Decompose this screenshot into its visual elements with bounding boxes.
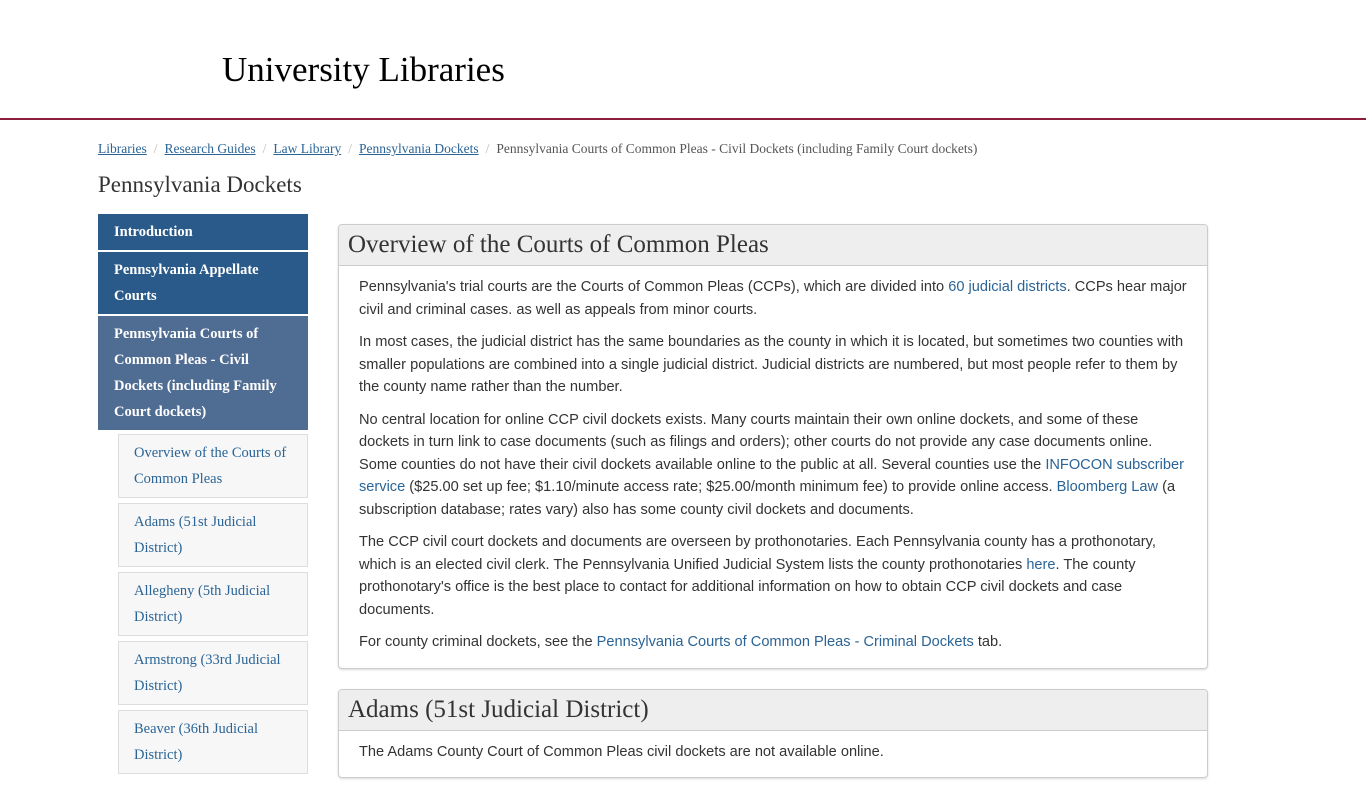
breadcrumb-link-pennsylvania-dockets[interactable]: Pennsylvania Dockets [358, 141, 479, 156]
paragraph [359, 631, 1187, 654]
breadcrumb-link-law-library[interactable]: Law Library [273, 141, 342, 156]
link-infocon[interactable]: INFOCON subscriber service [359, 456, 1184, 495]
breadcrumb [98, 141, 977, 157]
text: tab. [973, 634, 1003, 650]
paragraph: In most cases, the judicial district has the same boundaries as the county in which it is located, but sometimes two counties with smaller populations are combined into a single judicial district. Judicial districts are numbered, but most people refer to them by the county name rather than the number. [359, 334, 1184, 395]
link-bloomberg-law[interactable]: Bloomberg Law [1056, 479, 1159, 495]
breadcrumb-current: Pennsylvania Courts of Common Pleas - Civil Dockets (including Family Court dockets) [496, 141, 978, 156]
guide-title: Pennsylvania Dockets [98, 172, 302, 197]
nav-subpage-list [118, 434, 308, 774]
breadcrumb-separator: / [348, 141, 352, 156]
side-navigation [98, 214, 308, 779]
paragraph [359, 276, 1187, 321]
nav-item-appellate-courts[interactable]: Pennsylvania Appellate Courts [98, 252, 308, 314]
breadcrumb-separator: / [485, 141, 490, 156]
nav-subitem-overview[interactable]: Overview of the Courts of Common Pleas [118, 434, 308, 498]
text: . CCPs hear major civil and criminal cases. as well as appeals from minor courts. [359, 279, 1187, 318]
text: No central location for online CCP civil dockets exists. Many courts maintain their own online dockets, and some of these dockets in turn link to case documents (such as filings and orders); other courts do not provide any case documents online. Some counties do not have their civil dockets available online to the public at all. Several counties use the [359, 411, 1153, 473]
panel-heading: Adams (51st Judicial District) [339, 690, 1207, 731]
panel-body [339, 731, 1207, 778]
breadcrumb-separator: / [262, 141, 267, 156]
paragraph: The Adams County Court of Common Pleas civil dockets are not available online. [359, 743, 884, 760]
nav-item-introduction[interactable]: Introduction [98, 214, 308, 250]
paragraph [359, 409, 1187, 522]
site-header [0, 0, 1366, 120]
text: . The county prothonotary's office is the best place to contact for additional information on how to obtain CCP civil dockets and case documents. [359, 556, 1136, 618]
link-criminal-dockets[interactable]: Pennsylvania Courts of Common Pleas - Criminal Dockets [596, 634, 974, 650]
text: ($25.00 set up fee; $1.10/minute access rate; $25.00/month minimum fee) to provide online access. [405, 479, 1057, 495]
nav-subitem-allegheny[interactable]: Allegheny (5th Judicial District) [118, 572, 308, 636]
nav-item-common-pleas-civil[interactable]: Pennsylvania Courts of Common Pleas - Civil Dockets (including Family Court dockets) [98, 316, 308, 430]
breadcrumb-separator: / [153, 141, 158, 156]
breadcrumb-link-research-guides[interactable]: Research Guides [164, 141, 256, 156]
nav-subitem-armstrong[interactable]: Armstrong (33rd Judicial District) [118, 641, 308, 705]
adams-panel [338, 689, 1208, 779]
main-content [338, 224, 1208, 798]
panel-body [339, 266, 1207, 668]
paragraph [359, 531, 1187, 621]
nav-subitem-beaver[interactable]: Beaver (36th Judicial District) [118, 710, 308, 774]
nav-subitem-adams[interactable]: Adams (51st Judicial District) [118, 503, 308, 567]
overview-panel [338, 224, 1208, 669]
text: Pennsylvania's trial courts are the Courts of Common Pleas (CCPs), which are divided into [359, 279, 949, 295]
text: The CCP civil court dockets and documents are overseen by prothonotaries. Each Pennsylvania county has a prothonotary, which is an elected civil clerk. The Pennsylvania Unified Judicial System lists the county prothonotaries [359, 534, 1156, 573]
link-prothonotaries-here[interactable]: here [1026, 556, 1056, 573]
site-title[interactable]: University Libraries [222, 50, 505, 89]
panel-heading: Overview of the Courts of Common Pleas [339, 225, 1207, 266]
link-judicial-districts[interactable]: 60 judicial districts [948, 279, 1067, 295]
text: For county criminal dockets, see the [359, 634, 597, 650]
text: (a subscription database; rates vary) also has some county civil dockets and documents. [359, 479, 1176, 518]
breadcrumb-link-libraries[interactable]: Libraries [98, 141, 147, 156]
